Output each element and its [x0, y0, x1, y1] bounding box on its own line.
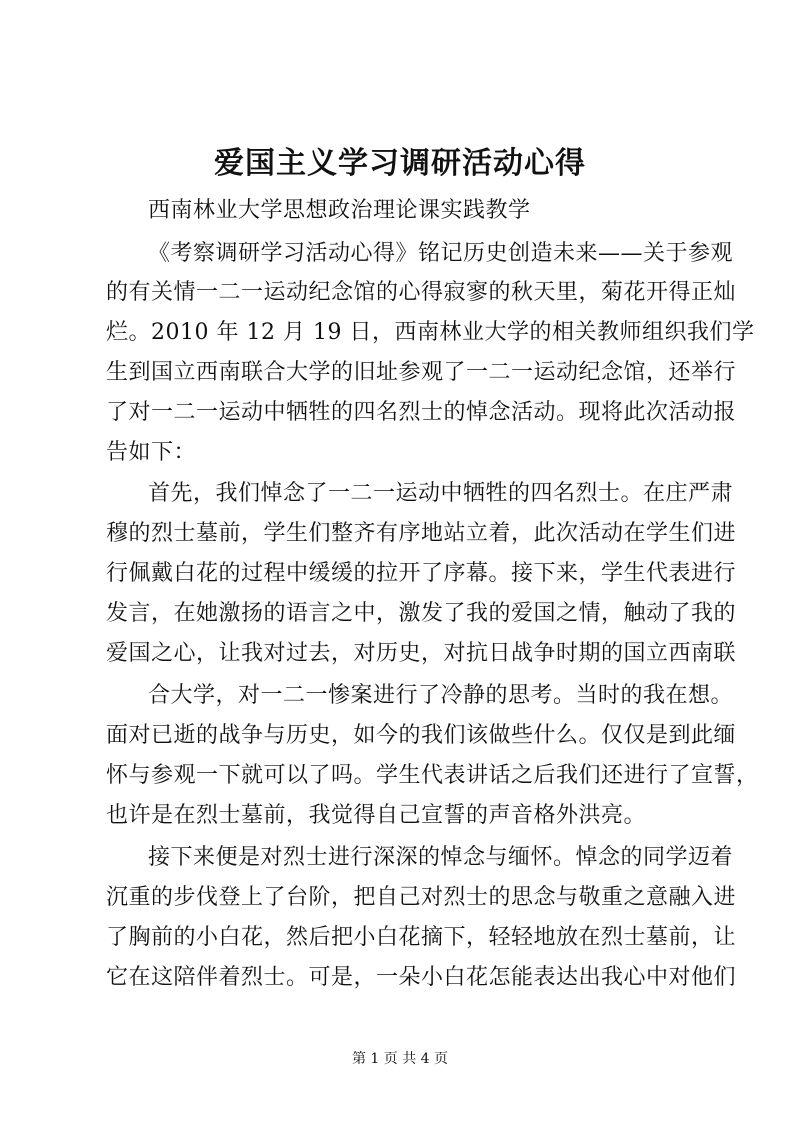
paragraph-line: 合大学，对一二一惨案进行了冷静的思考。当时的我在想。	[148, 683, 734, 708]
paragraph-line: 了对一二一运动中牺牲的四名烈士的悼念活动。现将此次活动报	[106, 400, 737, 425]
paragraph-line: 烂。2010 年 12 月 19 日，西南林业大学的相关教师组织我们学	[106, 320, 755, 345]
paragraph-line: 接下来便是对烈士进行深深的悼念与缅怀。悼念的同学迈着	[148, 845, 734, 870]
paragraph-line: 告如下：	[106, 440, 197, 465]
paragraph-line: 怀与参观一下就可以了吗。学生代表讲话之后我们还进行了宣誓，	[106, 763, 759, 788]
paragraph-line: 生到国立西南联合大学的旧址参观了一二一运动纪念馆，还举行	[106, 360, 737, 385]
paragraph-line: 发言，在她激扬的语言之中，激发了我的爱国之情，触动了我的	[106, 601, 737, 626]
paragraph-line: 穆的烈士墓前，学生们整齐有序地站立着，此次活动在学生们进	[106, 521, 737, 546]
paragraph-line: 首先，我们悼念了一二一运动中牺牲的四名烈士。在庄严肃	[148, 481, 734, 506]
paragraph-line: 爱国之心，让我对过去，对历史，对抗日战争时期的国立西南联	[106, 641, 737, 666]
paragraph-line: 面对已逝的战争与历史，如今的我们该做些什么。仅仅是到此缅	[106, 723, 737, 748]
paragraph-line: 沉重的步伐登上了台阶，把自己对烈士的思念与敬重之意融入进	[106, 885, 737, 910]
paragraph-line: 的有关情一二一运动纪念馆的心得寂寥的秋天里，菊花开得正灿	[106, 280, 737, 305]
paragraph-line: 《考察调研学习活动心得》铭记历史创造未来——关于参观	[148, 241, 734, 266]
subtitle-line: 西南林业大学思想政治理论课实践教学	[148, 198, 531, 223]
paragraph-line: 了胸前的小白花，然后把小白花摘下，轻轻地放在烈士墓前，让	[106, 925, 737, 950]
document-title: 爱国主义学习调研活动心得	[214, 146, 586, 181]
paragraph-line: 它在这陪伴着烈士。可是，一朵小白花怎能表达出我心中对他们	[106, 965, 737, 990]
paragraph-line: 行佩戴白花的过程中缓缓的拉开了序幕。接下来，学生代表进行	[106, 561, 737, 586]
page-footer: 第 1 页 共 4 页	[351, 1051, 449, 1067]
paragraph-line: 也许是在烈士墓前，我觉得自己宣誓的声音格外洪亮。	[106, 803, 647, 828]
